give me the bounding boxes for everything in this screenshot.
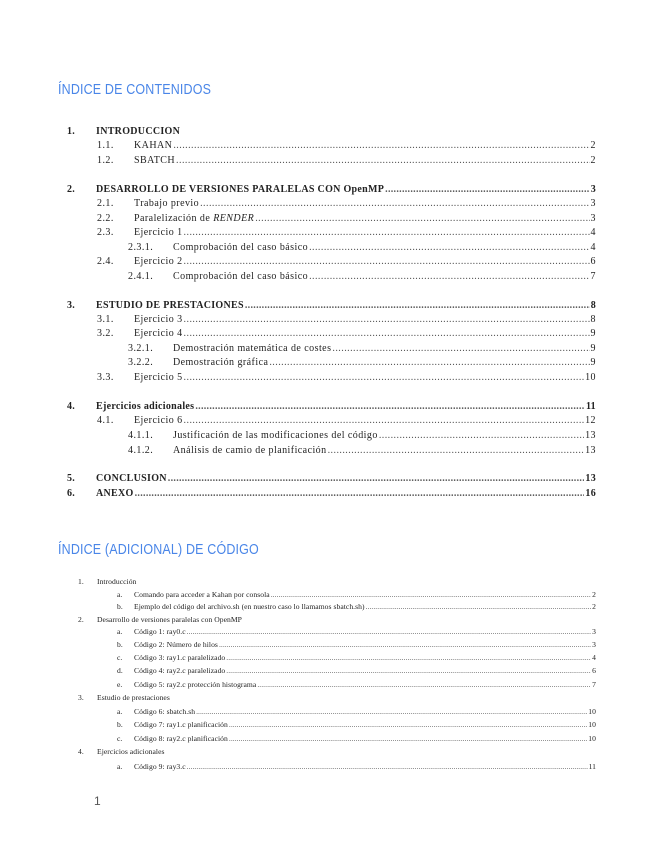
entry-page-number: 4 (590, 242, 596, 253)
entry-number: b. (117, 640, 123, 649)
entry-number: 1. (78, 577, 84, 586)
code-index-heading: ÍNDICE (ADICIONAL) DE CÓDIGO (58, 542, 259, 558)
entry-number: 1.2. (97, 155, 114, 166)
leader-dots (184, 256, 590, 267)
leader-dots (379, 430, 584, 441)
entry-label: KAHAN (134, 140, 173, 151)
entry-number: b. (117, 602, 123, 611)
entry-label: ESTUDIO DE PRESTACIONES (96, 300, 244, 311)
code-index-entry[interactable] (117, 762, 596, 773)
toc-entry[interactable] (97, 372, 596, 385)
entry-page-number: 10 (588, 707, 596, 716)
entry-page-number: 9 (590, 343, 596, 354)
leader-dots (200, 198, 589, 209)
leader-dots (176, 155, 590, 166)
leader-dots (195, 401, 585, 412)
toc-entry[interactable] (128, 430, 596, 443)
toc-entry[interactable] (97, 314, 596, 327)
entry-number: 4. (78, 747, 84, 756)
toc-entry[interactable] (67, 184, 596, 197)
leader-dots (184, 227, 590, 238)
leader-dots (219, 640, 591, 649)
entry-label: Ejemplo del código del archivo.sh (en nuestro caso lo llamamos sbatch.sh) (134, 602, 365, 611)
entry-label: Ejercicio 2 (134, 256, 183, 267)
code-index-entry[interactable] (117, 640, 596, 651)
toc-entry[interactable] (97, 213, 596, 226)
entry-label: Ejercicio 3 (134, 314, 183, 325)
entry-number: b. (117, 720, 123, 729)
entry-number: 2.4. (97, 256, 114, 267)
entry-page-number: 2 (592, 602, 596, 611)
entry-label: Justificación de las modificaciones del código (173, 430, 378, 441)
code-index-entry[interactable] (117, 666, 596, 677)
leader-dots (226, 666, 591, 675)
leader-dots (385, 184, 590, 195)
entry-label: Ejercicio 4 (134, 328, 183, 339)
entry-number: 2.2. (97, 213, 114, 224)
leader-dots (168, 473, 585, 484)
entry-page-number: 11 (588, 762, 596, 771)
entry-page-number: 13 (585, 445, 596, 456)
entry-page-number: 8 (590, 300, 596, 311)
entry-page-number: 10 (585, 372, 596, 383)
toc-entry[interactable] (128, 445, 596, 458)
entry-number: 4.1. (97, 415, 114, 426)
code-index-entry[interactable] (117, 627, 596, 638)
entry-number: 3.1. (97, 314, 114, 325)
entry-label: Código 3: ray1.c paralelizado (134, 653, 226, 662)
entry-label: Demostración matemática de costes (173, 343, 332, 354)
leader-dots (332, 343, 589, 354)
entry-label: Estudio de prestaciones (97, 693, 170, 702)
code-index-entry[interactable] (78, 577, 596, 588)
entry-number: c. (117, 653, 123, 662)
entry-page-number: 4 (592, 653, 596, 662)
entry-label: Código 4: ray2.c paralelizado (134, 666, 226, 675)
entry-number: 1.1. (97, 140, 114, 151)
leader-dots (187, 762, 588, 771)
entry-page-number: 16 (585, 488, 596, 499)
entry-number: a. (117, 627, 123, 636)
entry-label: CONCLUSIÓN (96, 473, 167, 484)
leader-dots (309, 271, 589, 282)
code-index-entry[interactable] (78, 747, 596, 758)
entry-label: Código 2: Número de hilos (134, 640, 218, 649)
entry-number: 2.3.1. (128, 242, 154, 253)
leader-dots (184, 328, 590, 339)
leader-dots (309, 242, 589, 253)
entry-page-number: 12 (585, 415, 596, 426)
toc-entry[interactable] (67, 473, 596, 486)
toc-entry[interactable] (67, 300, 596, 313)
code-index-entry[interactable] (78, 615, 596, 626)
entry-page-number: 2 (590, 140, 596, 151)
entry-label: Código 7: ray1.c planificación (134, 720, 228, 729)
leader-dots (257, 680, 591, 689)
entry-page-number: 9 (590, 357, 596, 368)
leader-dots (184, 415, 585, 426)
entry-page-number: 3 (592, 627, 596, 636)
entry-page-number: 4 (590, 227, 596, 238)
entry-number: 2.1. (97, 198, 114, 209)
entry-label: Ejercicio 6 (134, 415, 183, 426)
entry-label: Introducción (97, 577, 137, 586)
entry-label: Demostración gráfica (173, 357, 269, 368)
entry-number: c. (117, 734, 123, 743)
entry-number: 3.2.1. (128, 343, 154, 354)
leader-dots (229, 720, 587, 729)
entry-number: 6. (67, 488, 76, 499)
leader-dots (173, 140, 589, 151)
leader-dots (184, 372, 585, 383)
code-index-entry[interactable] (117, 734, 596, 745)
leader-dots (245, 300, 590, 311)
entry-label: DESARROLLO DE VERSIONES PARALELAS CON OpenMP (96, 184, 385, 195)
entry-page-number: 3 (590, 198, 596, 209)
entry-number: 2.4.1. (128, 271, 154, 282)
leader-dots (328, 445, 585, 456)
page-number: 1 (94, 794, 101, 808)
entry-number: 2.3. (97, 227, 114, 238)
toc-entry[interactable] (67, 488, 596, 501)
leader-dots (196, 707, 587, 716)
entry-label: Comprobación del caso básico (173, 242, 309, 253)
entry-page-number: 2 (590, 155, 596, 166)
entry-label: Código 5: ray2.c protección histograma (134, 680, 257, 689)
entry-label: Código 6: sbatch.sh (134, 707, 196, 716)
entry-number: 3.2. (97, 328, 114, 339)
toc-entry[interactable] (67, 401, 596, 414)
entry-label: INTRODUCCIÓN (96, 126, 181, 137)
entry-label: Trabajo previo (134, 198, 200, 209)
entry-label: Ejercicios adicionales (96, 401, 195, 412)
code-index-entry[interactable] (117, 602, 596, 613)
leader-dots (135, 488, 585, 499)
entry-page-number: 3 (592, 640, 596, 649)
entry-number: 3.2.2. (128, 357, 154, 368)
leader-dots (229, 734, 587, 743)
entry-label: SBATCH (134, 155, 176, 166)
entry-label: Ejercicio 5 (134, 372, 183, 383)
entry-page-number: 6 (590, 256, 596, 267)
entry-label: ANEXO (96, 488, 134, 499)
toc-heading: ÍNDICE DE CONTENIDOS (58, 82, 212, 98)
entry-number: 2. (78, 615, 84, 624)
code-index-entry[interactable] (117, 653, 596, 664)
entry-number: d. (117, 666, 123, 675)
toc-entry[interactable] (97, 256, 596, 269)
entry-label: Ejercicios adicionales (97, 747, 165, 756)
toc-entry[interactable] (97, 198, 596, 211)
entry-number: 1. (67, 126, 76, 137)
entry-number: 2. (67, 184, 76, 195)
entry-page-number: 11 (585, 401, 596, 412)
entry-number: a. (117, 707, 123, 716)
entry-number: a. (117, 590, 123, 599)
entry-label: Análisis de camio de planificación (173, 445, 327, 456)
entry-number: 4.1.2. (128, 445, 154, 456)
toc-entry[interactable] (97, 328, 596, 341)
leader-dots (271, 590, 591, 599)
entry-page-number: 10 (588, 720, 596, 729)
leader-dots (187, 627, 592, 636)
leader-dots (184, 314, 590, 325)
entry-page-number: 2 (592, 590, 596, 599)
entry-page-number: 8 (590, 314, 596, 325)
entry-page-number: 3 (590, 213, 596, 224)
entry-number: 3.3. (97, 372, 114, 383)
toc-entry[interactable] (97, 227, 596, 240)
entry-label: Paralelización de RENDER (134, 213, 255, 224)
entry-number: a. (117, 762, 123, 771)
entry-label: Código 1: ray0.c (134, 627, 186, 636)
leader-dots (226, 653, 591, 662)
code-index-entry[interactable] (117, 720, 596, 731)
toc-entry[interactable] (128, 242, 596, 255)
entry-page-number: 10 (588, 734, 596, 743)
toc-entry[interactable] (128, 271, 596, 284)
entry-page-number: 13 (585, 473, 596, 484)
entry-label: Código 9: ray3.c (134, 762, 186, 771)
toc-entry[interactable] (128, 343, 596, 356)
leader-dots (366, 602, 592, 611)
toc-entry[interactable] (97, 140, 596, 153)
entry-label: Comprobación del caso básico (173, 271, 309, 282)
toc-entry[interactable] (128, 357, 596, 370)
entry-number: e. (117, 680, 123, 689)
entry-page-number: 7 (592, 680, 596, 689)
entry-page-number: 3 (590, 184, 596, 195)
code-index-entry[interactable] (78, 693, 596, 704)
entry-page-number: 7 (590, 271, 596, 282)
toc-entry[interactable] (97, 155, 596, 168)
code-index-entry[interactable] (117, 590, 596, 601)
leader-dots (269, 357, 589, 368)
entry-label: Desarrollo de versiones paralelas con OpenMP (97, 615, 242, 624)
entry-label: Comando para acceder a Kahan por consola (134, 590, 270, 599)
entry-number: 5. (67, 473, 76, 484)
entry-label: Ejercicio 1 (134, 227, 183, 238)
entry-number: 3. (67, 300, 76, 311)
toc-entry[interactable] (67, 126, 596, 139)
entry-number: 4.1.1. (128, 430, 154, 441)
entry-label: Código 8: ray2.c planificación (134, 734, 228, 743)
entry-page-number: 13 (585, 430, 596, 441)
entry-number: 3. (78, 693, 84, 702)
code-index-entry[interactable] (117, 680, 596, 691)
entry-page-number: 6 (592, 666, 596, 675)
toc-entry[interactable] (97, 415, 596, 428)
code-index-entry[interactable] (117, 707, 596, 718)
leader-dots (255, 213, 589, 224)
entry-page-number: 9 (590, 328, 596, 339)
entry-number: 4. (67, 401, 76, 412)
